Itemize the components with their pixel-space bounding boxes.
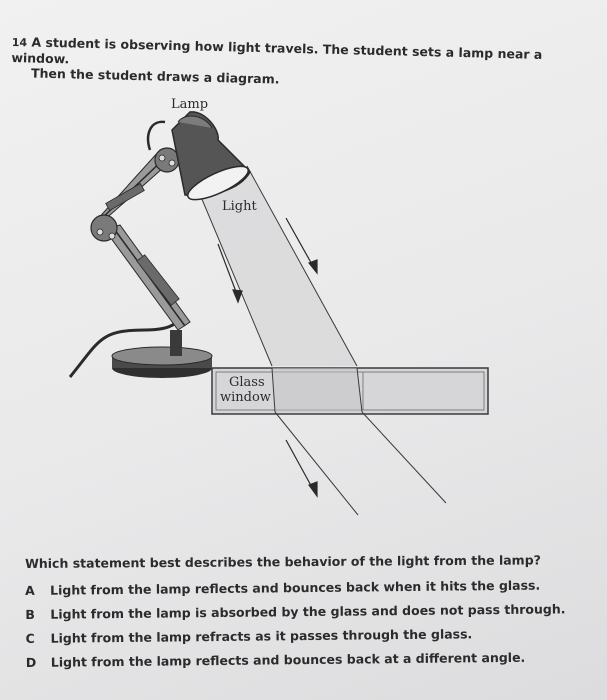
choice-text: Light from the lamp refracts as it passes through the glass.: [50, 626, 473, 646]
choice-text: Light from the lamp is absorbed by the glass and does not pass through.: [50, 601, 566, 622]
light-beam: [196, 166, 357, 366]
choice-letter: D: [25, 654, 37, 670]
lamp-label: Lamp: [171, 97, 209, 112]
arrow-icon: [286, 440, 317, 496]
choice-d[interactable]: [26, 649, 566, 679]
glass-window-label-1: Glass: [229, 375, 265, 390]
glass-window-label-2: window: [220, 390, 271, 405]
choice-text: Light from the lamp reflects and bounces back when it hits the glass.: [49, 577, 541, 598]
question-stem: Which statement best describes the behavior of the light from the lamp?: [25, 552, 541, 571]
light-label: Light: [222, 199, 257, 214]
exit-ray-right: [362, 412, 446, 503]
choice-letter: B: [25, 606, 35, 622]
question-line-2: Then the student draws a diagram.: [30, 65, 280, 87]
answer-choices: [25, 577, 566, 679]
beam-through-glass: [272, 368, 362, 412]
choice-text: Light from the lamp reflects and bounces back at a different angle.: [50, 649, 526, 670]
choice-letter: C: [25, 630, 35, 646]
question-line-1: A student is observing how light travels. The student sets a lamp near a window.: [11, 34, 543, 67]
exit-ray-left: [275, 412, 358, 515]
lamp-window-diagram: [0, 80, 607, 520]
question-number: 14: [11, 35, 28, 50]
choice-letter: A: [25, 582, 35, 598]
